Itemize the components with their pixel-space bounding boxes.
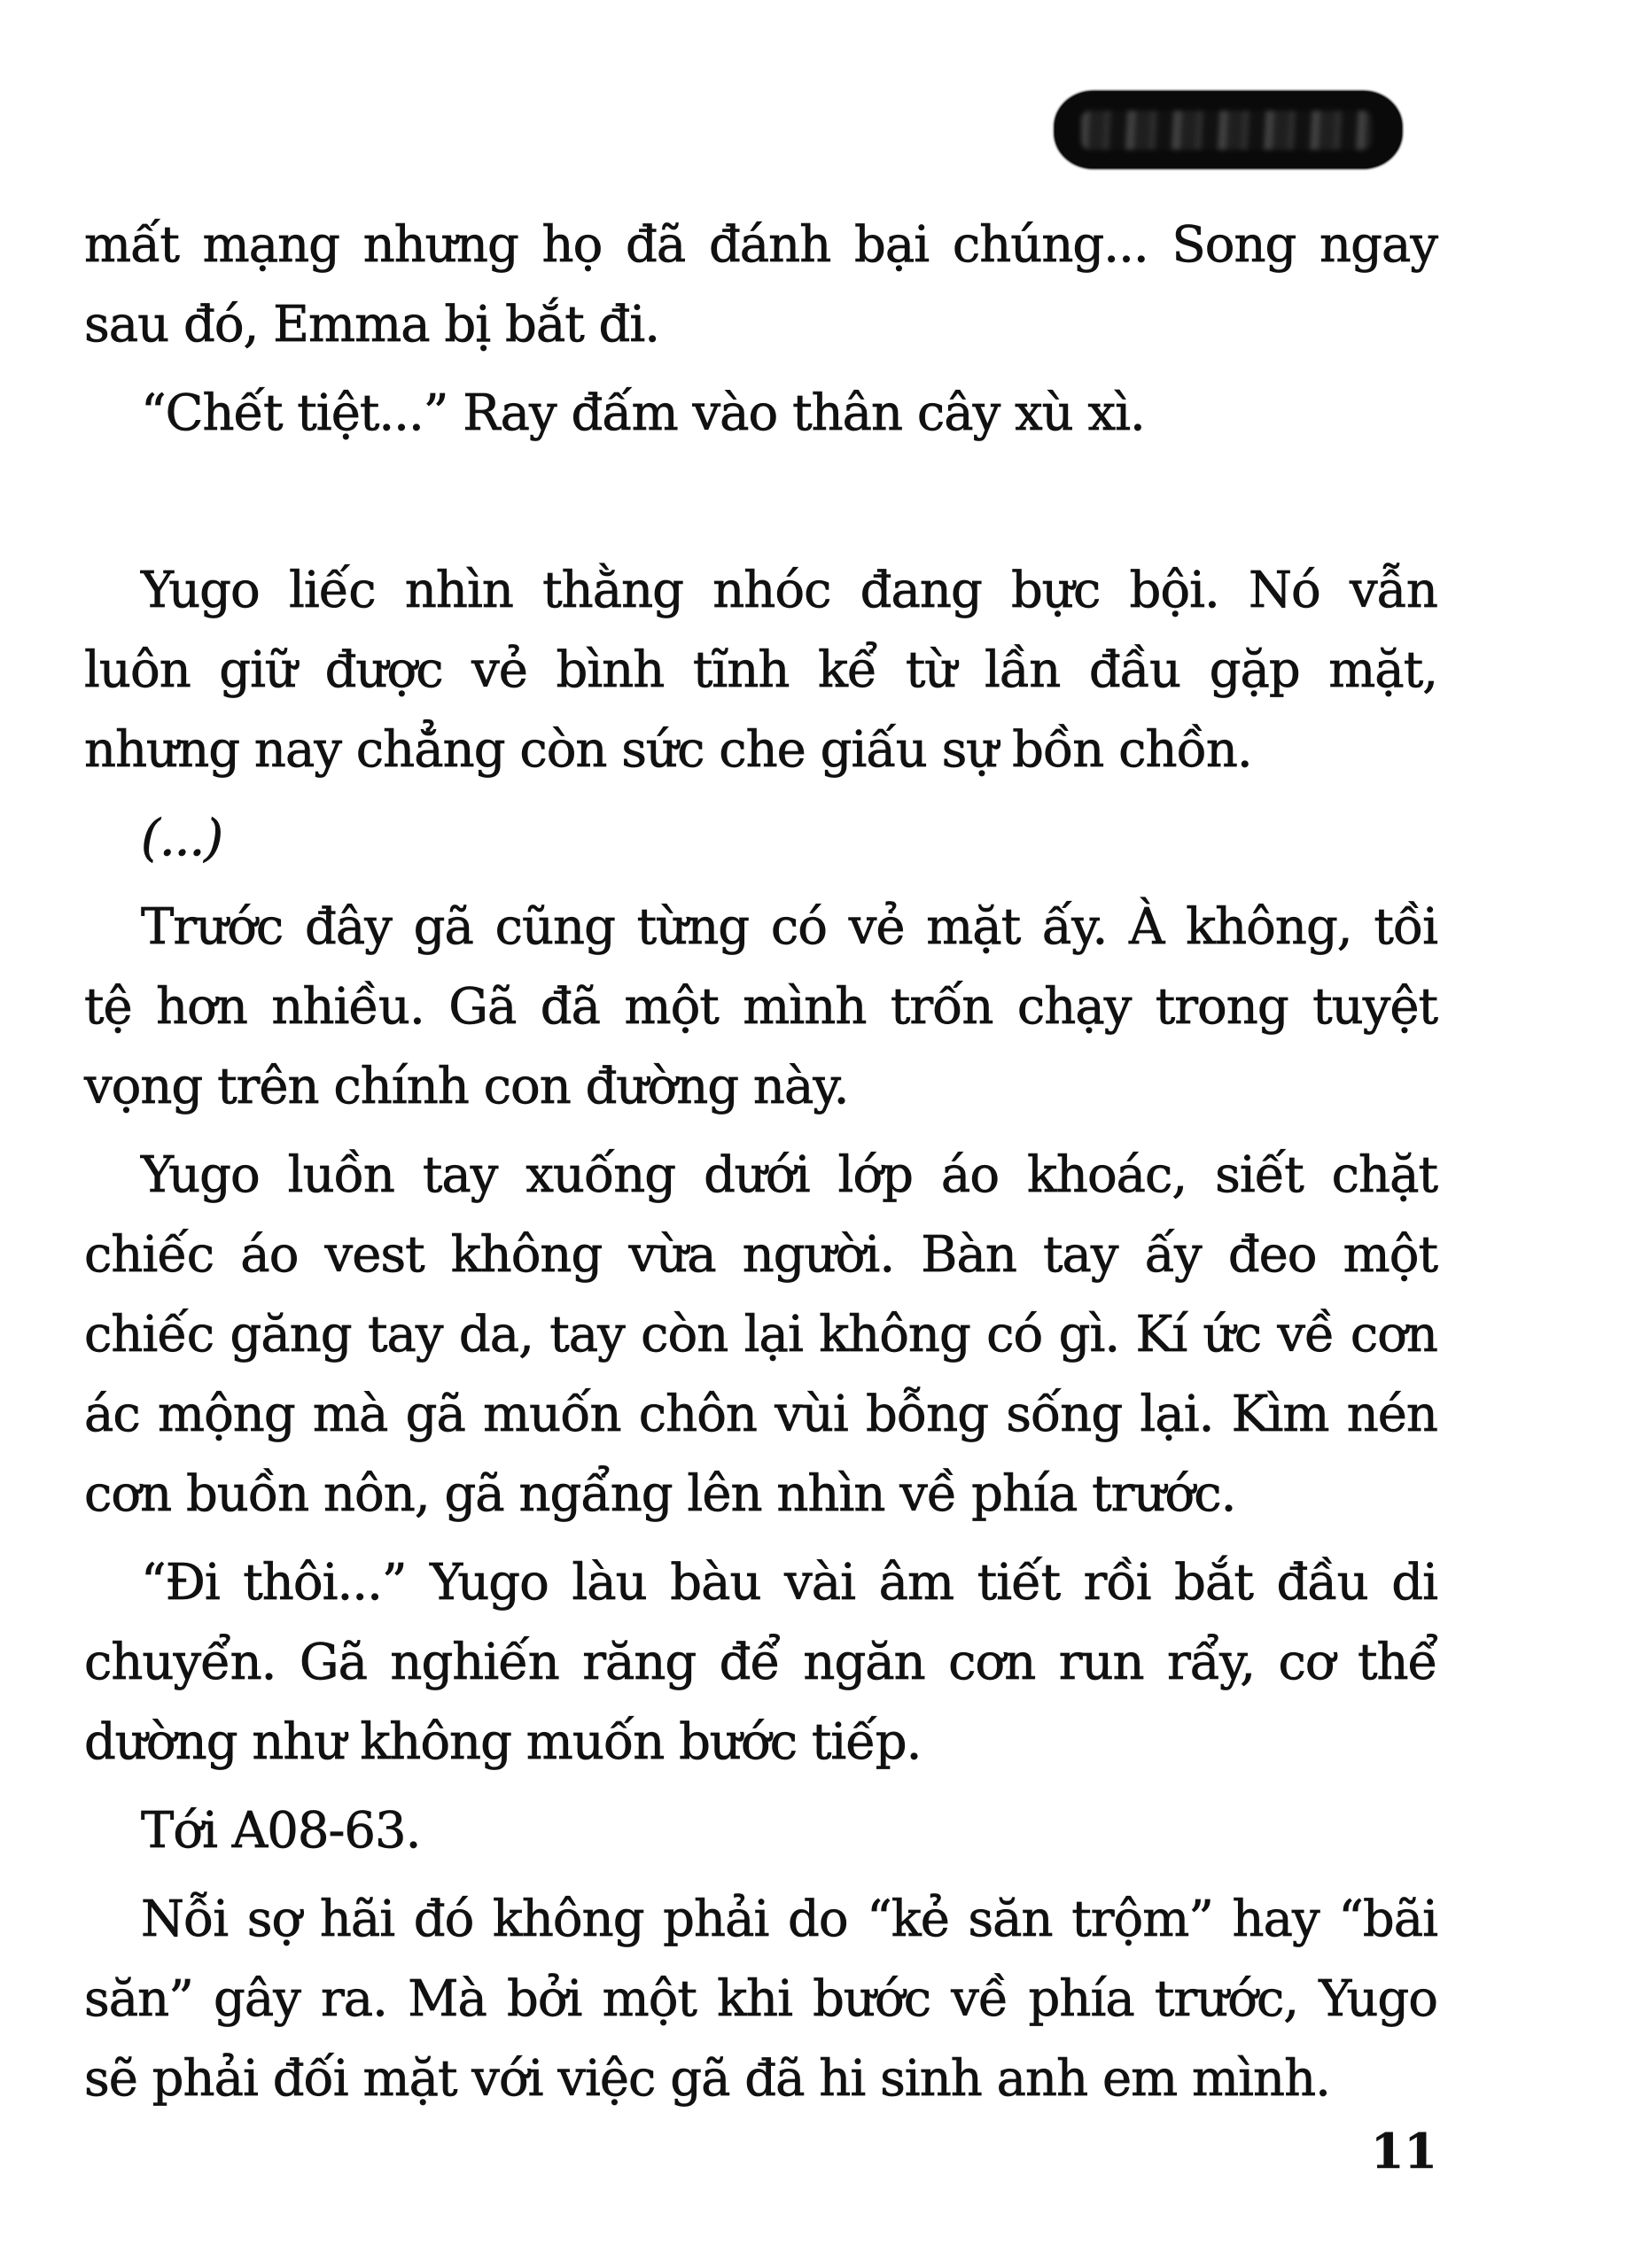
page-number: 11 [1370,2123,1437,2179]
redacted-header-bar [1055,91,1402,168]
text-line: tệ hơn nhiều. Gã đã một mình trốn chạy trong tuyệt [84,978,1437,1036]
text-line: mất mạng nhưng họ đã đánh bại chúng... Song ngay [84,216,1437,274]
text-line: cơn buồn nôn, gã ngẩng lên nhìn về phía trước. [84,1465,1236,1523]
paragraph [84,374,1437,454]
paragraph [84,551,1437,790]
text-line: “Đi thôi...” Yugo làu bàu vài âm tiết rồi bắt đầu di [141,1554,1437,1612]
paragraph [84,1543,1437,1783]
paragraph [84,1136,1437,1534]
text-line: sau đó, Emma bị bắt đi. [84,296,660,353]
text-line: Yugo luồn tay xuống dưới lớp áo khoác, siết chặt [141,1146,1437,1204]
paragraph [84,206,1437,365]
text-line: (...) [141,810,223,867]
text-line: sẽ phải đối mặt với việc gã đã hi sinh anh em mình. [84,2050,1330,2108]
text-line: nhưng nay chẳng còn sức che giấu sự bồn chồn. [84,721,1252,779]
text-line: luôn giữ được vẻ bình tĩnh kể từ lần đầu gặp mặt, [84,641,1437,699]
paragraph [84,1880,1437,2119]
paragraph [84,799,1437,879]
text-line: ác mộng mà gã muốn chôn vùi bỗng sống lại. Kìm nén [84,1386,1437,1443]
text-line: “Chết tiệt...” Ray đấm vào thân cây xù xì. [141,384,1145,442]
text-line: Trước đây gã cũng từng có vẻ mặt ấy. À không, tồi [141,898,1437,956]
paragraph [84,888,1437,1127]
text-line: chiếc áo vest không vừa người. Bàn tay ấy đeo một [84,1226,1437,1284]
page-text [84,206,1437,2119]
text-line: Tới A08-63. [141,1802,421,1860]
text-line: Yugo liếc nhìn thằng nhóc đang bực bội. Nó vẫn [141,562,1437,619]
redaction-smudge [1081,111,1372,150]
text-line: vọng trên chính con đường này. [84,1058,849,1115]
text-line: săn” gây ra. Mà bởi một khi bước về phía trước, Yugo [84,1970,1437,2028]
text-line: Nỗi sợ hãi đó không phải do “kẻ săn trộm” hay “bãi [141,1891,1437,1948]
text-line: dường như không muốn bước tiếp. [84,1713,922,1771]
paragraph [84,1791,1437,1871]
text-line: chuyển. Gã nghiến răng để ngăn cơn run rẩy, cơ thể [84,1634,1437,1691]
text-line: chiếc găng tay da, tay còn lại không có gì. Kí ức về cơn [84,1306,1437,1363]
